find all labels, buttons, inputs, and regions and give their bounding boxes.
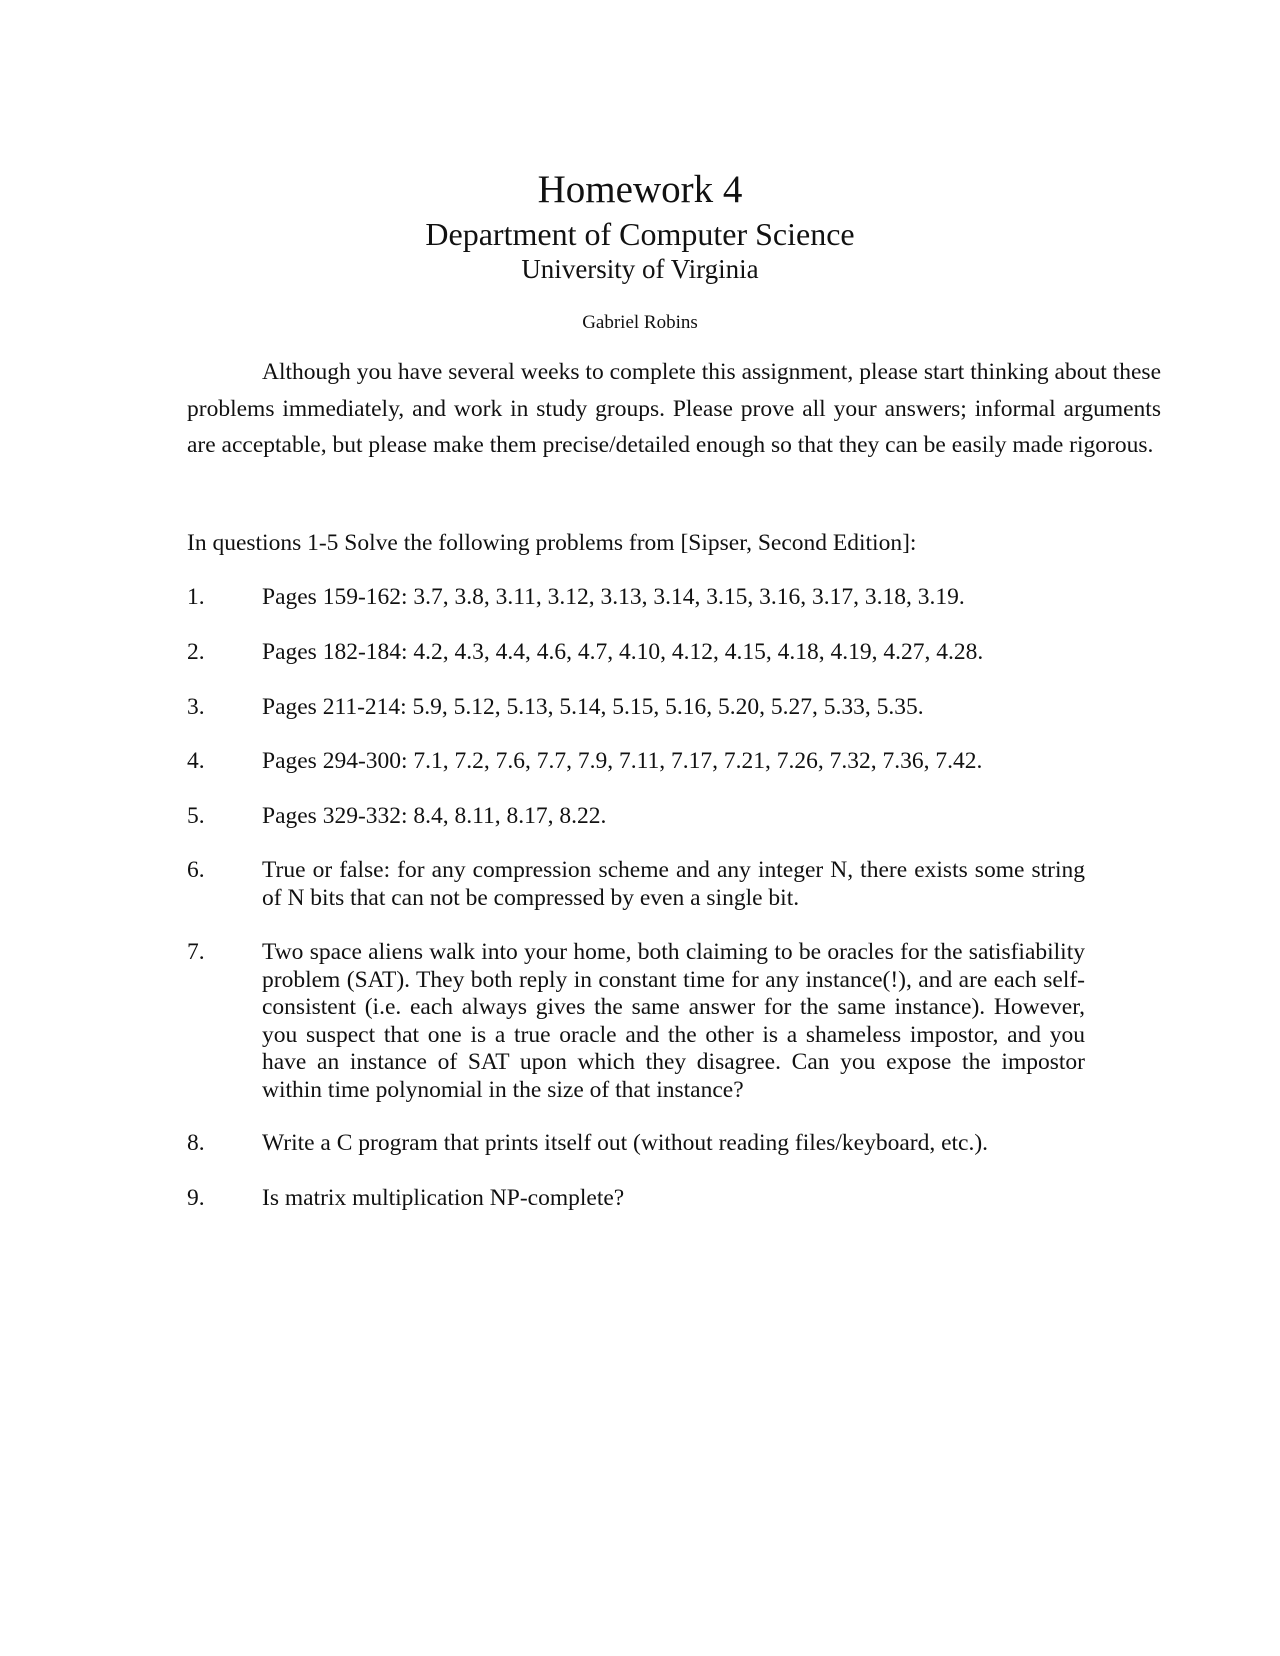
question-text: Pages 182-184: 4.2, 4.3, 4.4, 4.6, 4.7, 4.10, 4.12, 4.15, 4.18, 4.19, 4.27, 4.28. <box>262 639 984 665</box>
document-title: Homework 4 <box>537 168 743 211</box>
question-item <box>187 1185 1087 1213</box>
question-text: Write a C program that prints itself out (without reading files/keyboard, etc.). <box>262 1130 989 1156</box>
question-number: 6. <box>187 857 205 883</box>
question-item <box>187 857 1087 912</box>
question-text: Pages 294-300: 7.1, 7.2, 7.6, 7.7, 7.9, 7.11, 7.17, 7.21, 7.26, 7.32, 7.36, 7.42. <box>262 748 983 774</box>
question-text: True or false: for any compression scheme and any integer N, there exists some string of N bits that can not be compressed by even a single bit. <box>262 857 1085 911</box>
question-number: 8. <box>187 1130 205 1156</box>
question-text: Is matrix multiplication NP-complete? <box>262 1185 625 1211</box>
question-item <box>187 694 1087 722</box>
question-item <box>187 748 1087 776</box>
question-item <box>187 639 1087 667</box>
question-text: Two space aliens walk into your home, both claiming to be oracles for the satisfiability problem (SAT). They both reply in constant time for any instance(!), and are each self-consistent (i.e. each always gives the same answer for the same instance). However, you suspect that one is a true oracle and the other is a shameless impostor, and you have an instance of SAT upon which they disagree. Can you expose the impostor within time polynomial in the size of that instance? <box>262 939 1085 1103</box>
question-number: 5. <box>187 803 205 829</box>
university-name: University of Virginia <box>521 254 759 284</box>
question-item <box>187 803 1087 831</box>
question-text: Pages 159-162: 3.7, 3.8, 3.11, 3.12, 3.13, 3.14, 3.15, 3.16, 3.17, 3.18, 3.19. <box>262 584 965 610</box>
department-name: Department of Computer Science <box>425 216 855 252</box>
question-number: 9. <box>187 1185 205 1211</box>
question-item <box>187 1130 1087 1158</box>
question-item <box>187 939 1087 1104</box>
question-number: 1. <box>187 584 205 610</box>
question-item <box>187 584 1087 612</box>
question-number: 2. <box>187 639 205 665</box>
author-name: Gabriel Robins <box>582 312 698 333</box>
question-text: Pages 211-214: 5.9, 5.12, 5.13, 5.14, 5.15, 5.16, 5.20, 5.27, 5.33, 5.35. <box>262 694 924 720</box>
question-number: 4. <box>187 748 205 774</box>
question-number: 3. <box>187 694 205 720</box>
questions-lead: In questions 1-5 Solve the following problems from [Sipser, Second Edition]: <box>187 530 917 556</box>
intro-paragraph: Although you have several weeks to complete this assignment, please start thinking about these problems immediately, and work in study groups. Please prove all your answers; informal arguments are acceptable, but please make them precise/detailed enough so that they can be easily made rigorous. <box>187 359 1161 458</box>
question-text: Pages 329-332: 8.4, 8.11, 8.17, 8.22. <box>262 803 607 829</box>
question-number: 7. <box>187 939 205 965</box>
